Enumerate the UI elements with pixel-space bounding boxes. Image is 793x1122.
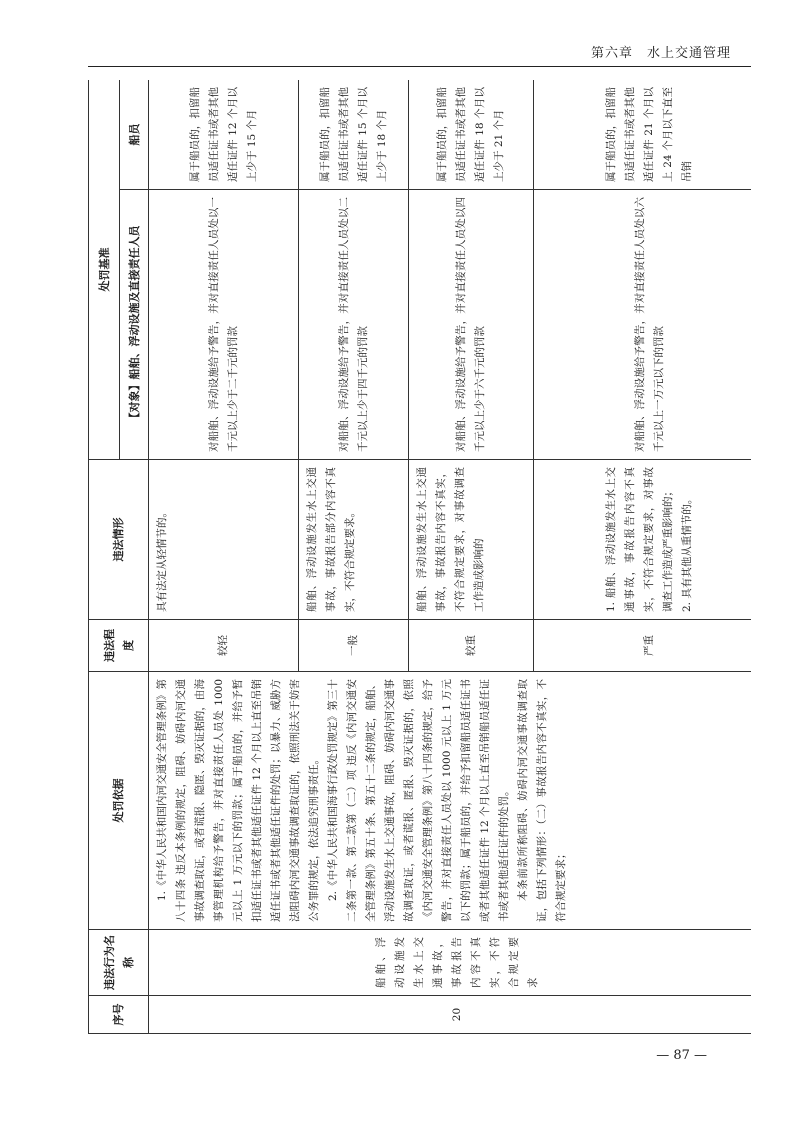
header-basis: 处罚依据 [89, 672, 149, 930]
header-degree: 违法程度 [89, 620, 149, 672]
header-penalty-standard: 处罚基准 [89, 80, 120, 460]
degree-minor: 较轻 [149, 620, 299, 672]
header-rule [88, 66, 751, 67]
rotated-table-area [88, 80, 751, 1034]
degree-serious: 较重 [409, 620, 534, 672]
penalty-vessel-serious: 对船舶、浮动设施给予警告，并对直接责任人员处以四千元以上少于六千元的罚款 [409, 190, 534, 460]
situation-general [299, 460, 409, 620]
row-seq: 20 [149, 996, 752, 1034]
situation-text: 船舶、浮动设施发生水上交通事故，事故报告部分内容不真实，不符合规定要求。 [306, 467, 356, 612]
degree-severe: 严重 [534, 620, 752, 672]
penalty-basis [149, 672, 752, 930]
situation-text: 1. 船舶、浮动设施发生水上交通事故，事故报告内容不真实，不符合规定要求，对事故调查工作造成严重影响的； [605, 467, 674, 612]
penalty-vessel-severe: 对船舶、浮动设施给予警告，并对直接责任人员处以六千元以上一万元以下的罚款 [534, 190, 752, 460]
header-target-crew: 船员 [120, 80, 149, 190]
penalty-crew-severe: 属于船员的，扣留船员适任证书或者其他适任证件 21 个月以上 24 个月以下直至吊销 [534, 80, 752, 190]
situation-text: 2. 具有其他从重情节的。 [681, 493, 693, 612]
basis-paragraph-2: 2.《中华人民共和国海事行政处罚规定》第三十二条第一款、第二款第（二）项 违反《内河交通安全管理条例》第五十条、第五十二条的规定，船舶、浮动设施发生水上交通事故，阻碍、妨碍内河交通事故调查取证，或者谎报、匿报、毁灭证据的，依照《内河交通安全管理条例》第八十四条的规定，给予警告，并对直接责任人员处以 1000 元以上 1 万元以下的罚款；属于船员的，并给予扣留船员适任证书或者其他适任证件 12 个月以上直至吊销船员适任证书或者其他适任证件的处罚。 [327, 679, 510, 922]
rotated-table-content [88, 80, 751, 1034]
violation-name: 船舶、浮动设施发生水上交通事故，事故报告内容不真实，不符合规定要求 [149, 930, 752, 996]
situation-severe [534, 460, 752, 620]
penalty-crew-minor: 属于船员的，扣留船员适任证书或者其他适任证件 12 个月以上少于 15 个月 [149, 80, 299, 190]
header-violation-name: 违法行为名称 [89, 930, 149, 996]
penalty-standard-table [88, 80, 751, 1034]
chapter-label: 第六章 [590, 46, 633, 61]
situation-text: 具有法定从轻情节的。 [156, 507, 168, 612]
basis-paragraph-3: 本条前款所称阻碍、妨碍内河交通事故调查取证，包括下列情形：（二）事故报告内容不真实，不符合规定要求； [517, 679, 567, 922]
header-seq: 序号 [89, 996, 149, 1034]
situation-serious [409, 460, 534, 620]
degree-general: 一般 [299, 620, 409, 672]
table-row [149, 80, 299, 1034]
situation-minor [149, 460, 299, 620]
basis-paragraph-1: 1.《中华人民共和国内河交通安全管理条例》第八十四条 违反本条例的规定，阻碍、妨碍内河交通事故调查取证，或者谎报、隐匿、毁灭证据的，由海事管理机构给予警告，并对直接责任人员处 1000 元以上 1 万元以下的罚款；属于船员的，并给予暂扣适任证书或者其他适任证件 12 个月以上直至吊销适任证书或者其他适任证件的处罚；以暴力、威胁方法阻碍内河交通事故调查取证的，依照刑法关于妨害公务罪的规定，依法追究刑事责任。 [156, 679, 320, 922]
penalty-vessel-general: 对船舶、浮动设施给予警告，并对直接责任人员处以二千元以上少于四千元的罚款 [299, 190, 409, 460]
header-target-vessel: 【对象】船舶、浮动设施及直接责任人员 [120, 190, 149, 460]
penalty-crew-general: 属于船员的，扣留船员适任证书或者其他适任证件 15 个月以上少于 18 个月 [299, 80, 409, 190]
penalty-crew-serious: 属于船员的，扣留船员适任证书或者其他适任证件 18 个月以上少于 21 个月 [409, 80, 534, 190]
page-number: — 87 — [656, 1048, 707, 1063]
chapter-title: 水上交通管理 [646, 46, 731, 61]
penalty-vessel-minor: 对船舶、浮动设施给予警告，并对直接责任人员处以一千元以上少于二千元的罚款 [149, 190, 299, 460]
running-head [591, 42, 731, 61]
header-situation: 违法情形 [89, 460, 149, 620]
situation-text: 船舶、浮动设施发生水上交通事故，事故报告内容不真实，不符合规定要求，对事故调查工作造成影响的 [416, 467, 485, 612]
